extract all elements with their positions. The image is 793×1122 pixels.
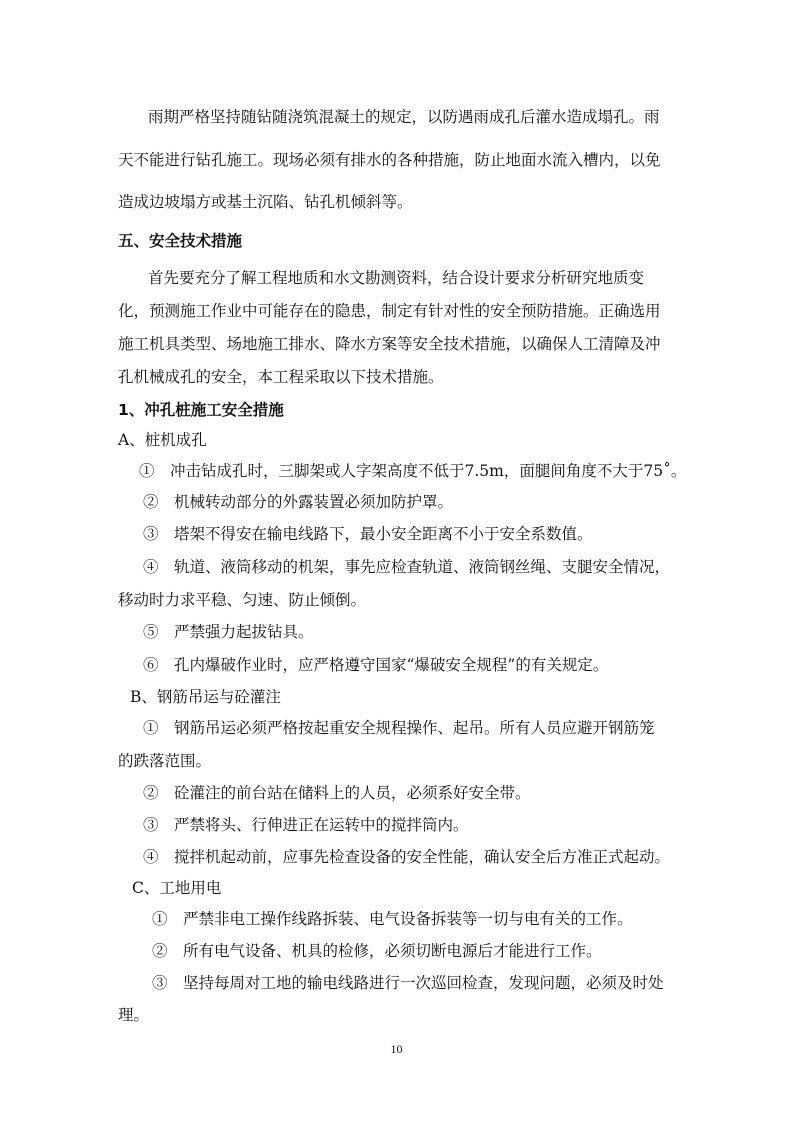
part-b-item-4: ④ 搅拌机起动前，应事先检查设备的安全性能，确认安全后方准正式起动。 [143,848,671,866]
part-a-item-4: ④ 轨道、液筒移动的机架，事先应检查轨道、液筒钢丝绳、支腿安全情况， [143,558,671,576]
part-a-item-5: ⑤ 严禁强力起拔钻具。 [143,623,314,641]
section5-line-3: 施工机具类型、场地施工排水、降水方案等安全技术措施，以确保人工清障及冲 [118,335,661,353]
part-b-item-3: ③ 严禁将头、行伸进正在运转中的搅拌筒内。 [143,816,469,834]
page-number: 10 [390,1042,403,1056]
intro-line-3: 造成边坡塌方或基土沉陷、钻孔机倾斜等。 [118,193,413,211]
part-c-title: C、工地用电 [132,879,222,897]
section5-line-1: 首先要充分了解工程地质和水文勘测资料，结合设计要求分析研究地质变 [148,269,645,287]
part-b-item-1-cont: 的跌落范围。 [118,752,212,770]
part-c-item-3-cont: 理。 [118,1006,150,1024]
part-b-item-1: ① 钢筋吊运必须严格按起重安全规程操作、起吊。所有人员应避开钢筋笼 [143,719,655,737]
part-a-item-2: ② 机械转动部分的外露装置必须加防护罩。 [143,493,454,511]
part-a-title: A、桩机成孔 [118,431,207,449]
part-a-item-3: ③ 塔架不得安在输电线路下，最小安全距离不小于安全系数值。 [143,525,593,543]
part-a-item-4-cont: 移动时力求平稳、匀速、防止倾倒。 [118,591,367,609]
part-a-item-6: ⑥ 孔内爆破作业时，应严格遵守国家“爆破安全规程”的有关规定。 [143,656,609,674]
section5-line-4: 孔机械成孔的安全，本工程采取以下技术措施。 [118,368,444,386]
part-c-item-2: ② 所有电气设备、机具的检修，必须切断电源后才能进行工作。 [152,942,602,960]
part-b-title: B、钢筋吊运与砼灌注 [130,688,281,706]
subsection-heading: 1、冲孔桩施工安全措施 [118,401,284,419]
section5-line-2: 化，预测施工作业中可能存在的隐患，制定有针对性的安全预防措施。正确选用 [118,302,661,320]
part-a-item-1: ① 冲击钻成孔时，三脚架或人字架高度不低于7.5m，面腿间角度不大于75˚。 [139,462,687,480]
intro-line-2: 天不能进行钻孔施工。现场必须有排水的各种措施，防止地面水流入槽内，以免 [118,151,661,169]
part-b-item-2: ② 砼灌注的前台站在储料上的人员，必须系好安全带。 [143,784,531,802]
part-c-item-1: ① 严禁非电工操作线路拆装、电气设备拆装等一切与电有关的工作。 [152,910,633,928]
part-c-item-3: ③ 坚持每周对工地的输电线路进行一次巡回检查，发现问题，必须及时处 [152,974,664,992]
section-heading: 五、安全技术措施 [118,232,243,250]
intro-line-1: 雨期严格坚持随钻随浇筑混凝土的规定，以防遇雨成孔后灌水造成塌孔。雨 [148,108,660,126]
